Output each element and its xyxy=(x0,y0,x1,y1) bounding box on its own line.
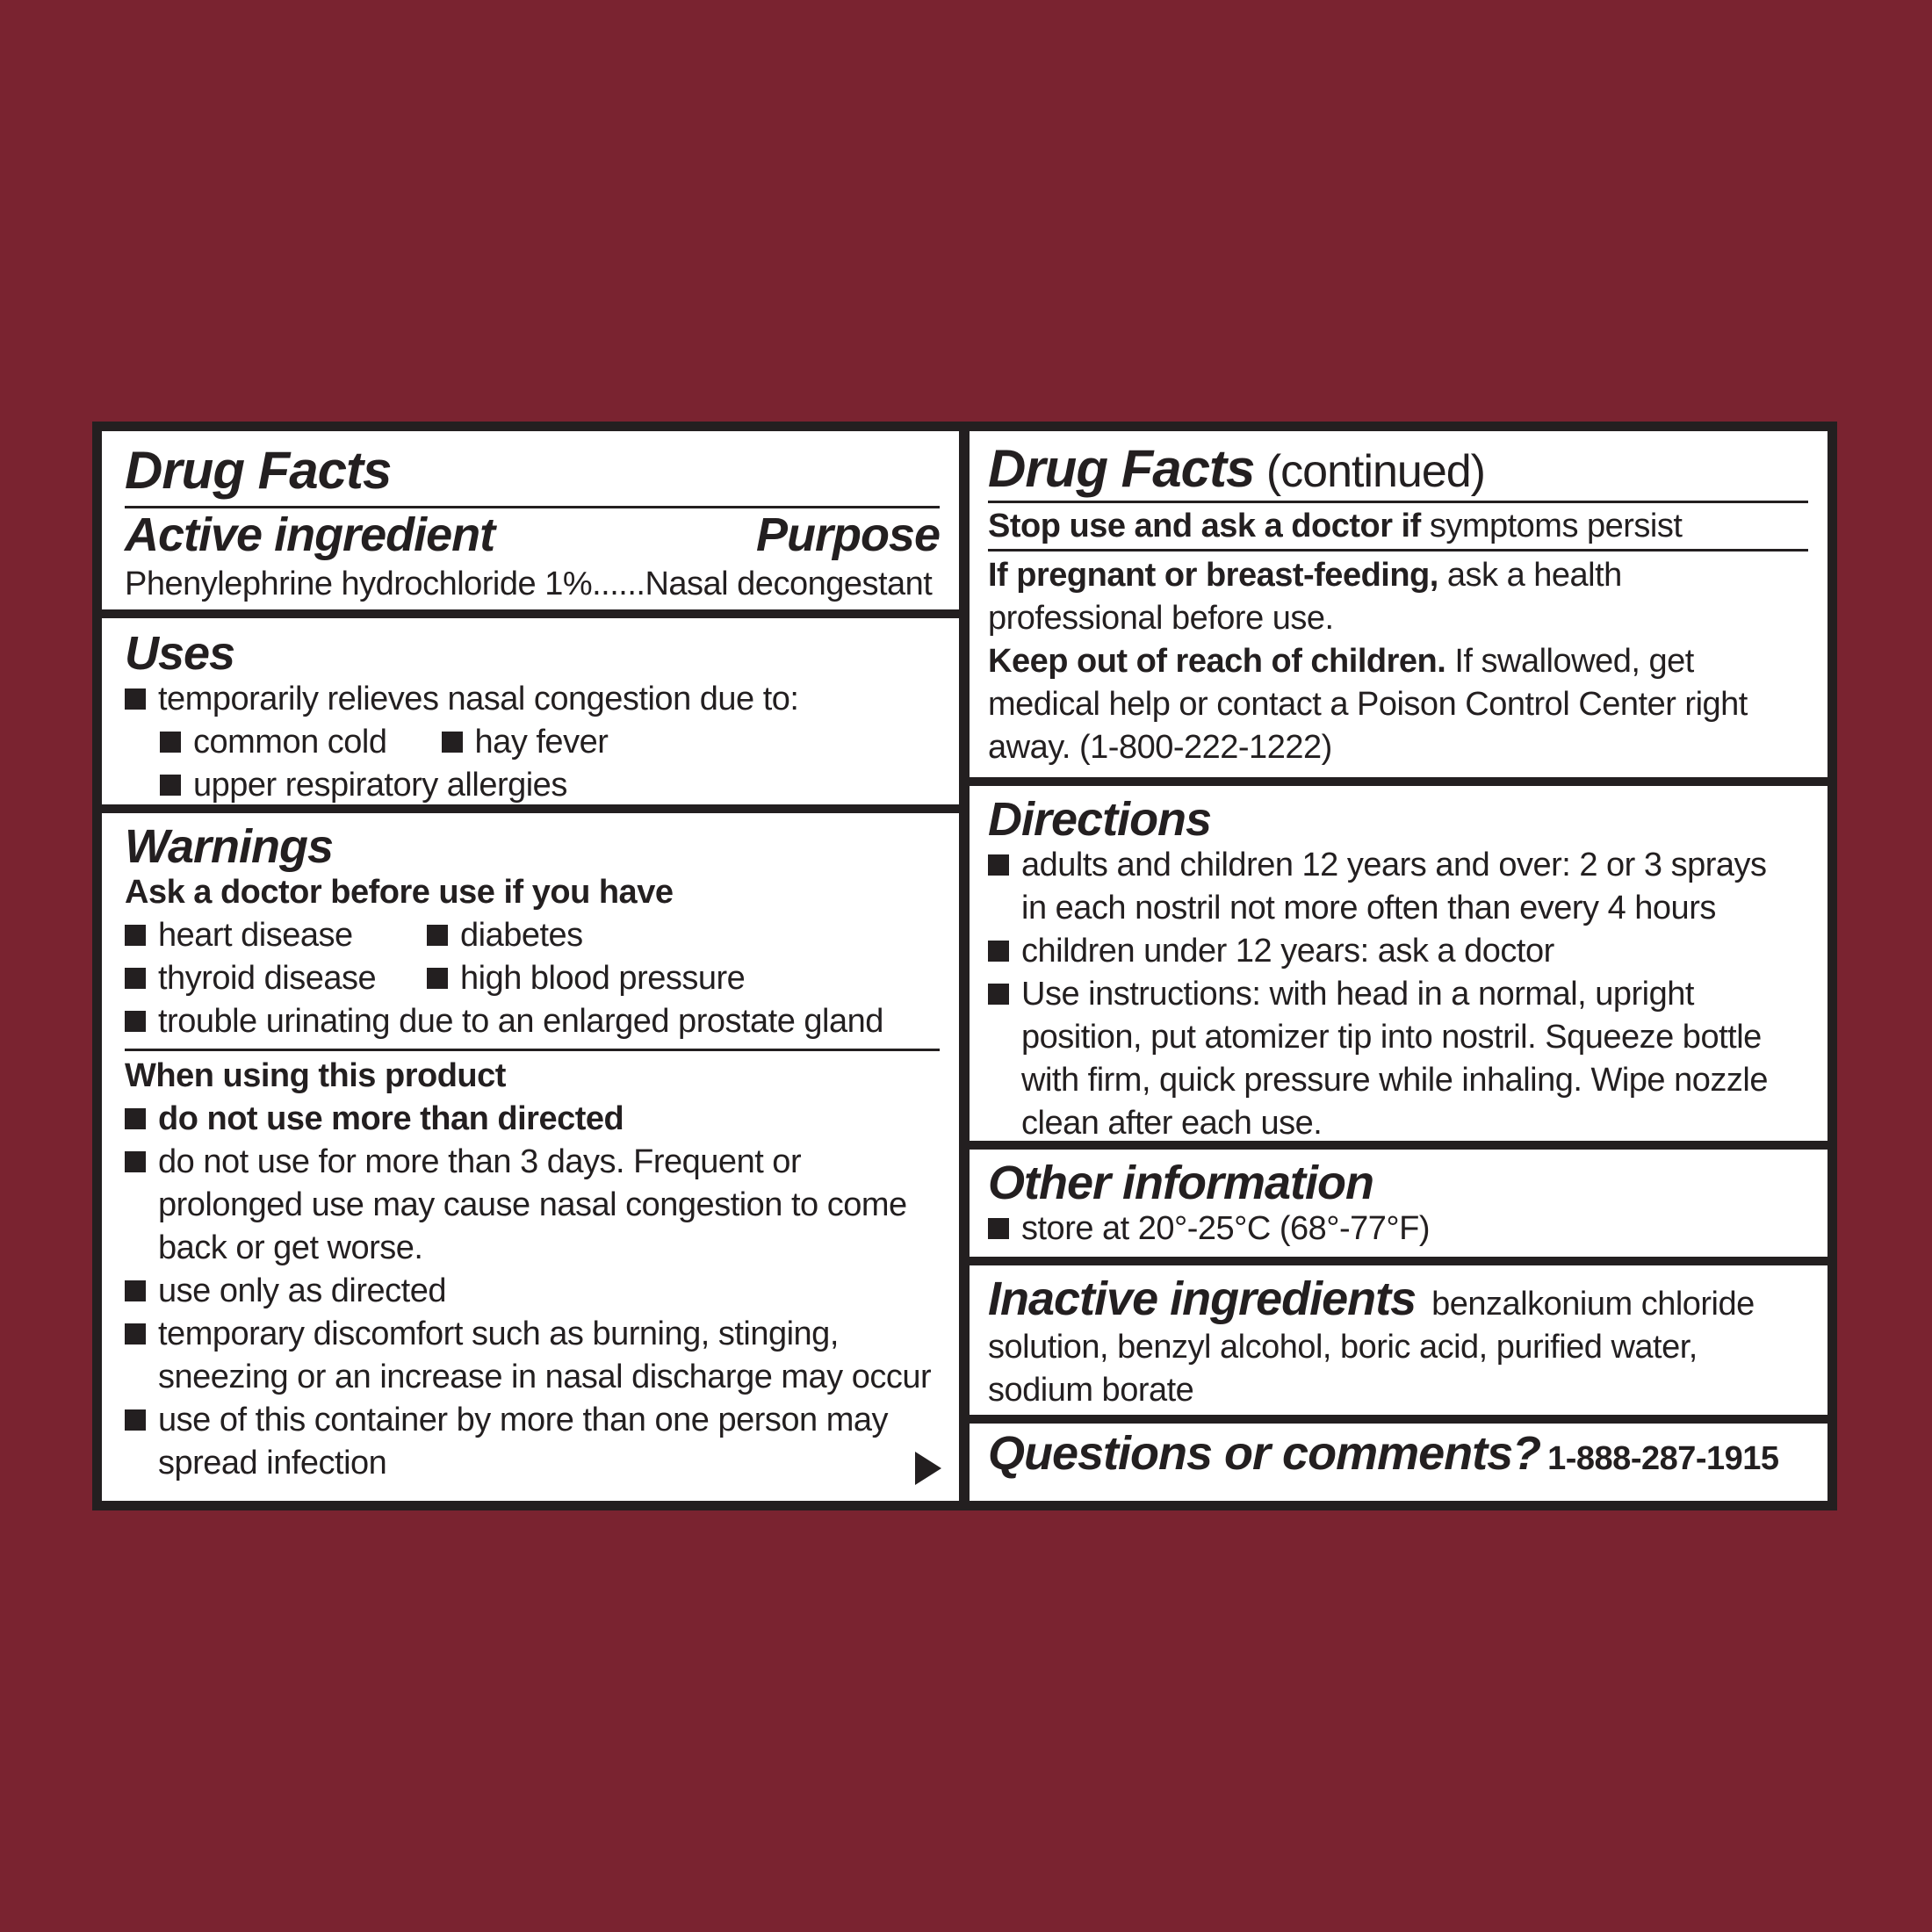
list-item-continued: back or get worse. xyxy=(158,1229,423,1266)
list-item-continued: spread infection xyxy=(158,1445,387,1481)
drug-facts-label xyxy=(92,422,1837,1510)
list-item-continued: position, put atomizer tip into nostril. Squeeze bottle xyxy=(1021,1019,1762,1056)
bullet-icon xyxy=(125,925,146,946)
bullet-icon xyxy=(125,1151,146,1172)
keep-out-line-continued: medical help or contact a Poison Control Center right xyxy=(988,686,1748,723)
inactive-ingredients-panel xyxy=(970,1265,1827,1415)
bullet-icon xyxy=(160,732,181,753)
pregnant-line-continued: professional before use. xyxy=(988,600,1334,637)
list-item-continued: with firm, quick pressure while inhaling. Wipe nozzle xyxy=(1021,1062,1768,1099)
divider xyxy=(125,1049,940,1051)
active-ingredient-heading: Active ingredient xyxy=(125,508,495,561)
left-column xyxy=(102,431,959,1501)
list-item-continued: sneezing or an increase in nasal discharge may occur xyxy=(158,1359,932,1395)
list-item: thyroid disease high blood pressure xyxy=(125,957,940,1000)
list-item: adults and children 12 years and over: 2 or 3 sprays xyxy=(988,844,1808,887)
bullet-icon xyxy=(442,732,463,753)
inactive-ingredients-continued: sodium borate xyxy=(988,1372,1194,1409)
bullet-icon xyxy=(125,1409,146,1431)
inactive-ingredients-heading: Inactive ingredients xyxy=(988,1272,1417,1325)
bullet-icon xyxy=(125,968,146,989)
list-item-continued: prolonged use may cause nasal congestion to come xyxy=(158,1186,907,1223)
list-item: common cold hay fever xyxy=(125,721,940,764)
ask-doctor-heading: Ask a doctor before use if you have xyxy=(125,874,674,911)
bullet-icon xyxy=(160,775,181,796)
questions-line xyxy=(988,1429,1808,1481)
warnings-panel xyxy=(102,813,959,1501)
pregnant-line: If pregnant or breast-feeding, ask a health xyxy=(988,557,1622,594)
bullet-icon xyxy=(125,688,146,710)
other-information-heading: Other information xyxy=(988,1157,1373,1209)
warnings-heading: Warnings xyxy=(125,820,334,873)
drug-facts-continued-title: Drug Facts (continued) xyxy=(988,439,1485,498)
inactive-ingredients-line: Inactive ingredients benzalkonium chloride xyxy=(988,1272,1755,1325)
bullet-icon xyxy=(988,1218,1009,1239)
keep-out-line: Keep out of reach of children. If swallowed, get xyxy=(988,643,1694,680)
list-item: do not use more than directed xyxy=(125,1098,940,1141)
list-item: trouble urinating due to an enlarged prostate gland xyxy=(125,1000,940,1043)
bullet-icon xyxy=(125,1011,146,1032)
active-ingredient-panel xyxy=(102,431,959,609)
bullet-icon xyxy=(988,984,1009,1005)
bullet-icon xyxy=(427,968,448,989)
list-item: heart disease diabetes xyxy=(125,914,940,957)
list-item: temporarily relieves nasal congestion due to: xyxy=(125,678,940,721)
list-item: temporary discomfort such as burning, stinging, xyxy=(125,1313,940,1356)
list-item: upper respiratory allergies xyxy=(125,764,940,807)
bullet-icon xyxy=(125,1323,146,1344)
bullet-icon xyxy=(427,925,448,946)
directions-panel xyxy=(970,786,1827,1141)
uses-heading: Uses xyxy=(125,627,235,680)
purpose-heading: Purpose xyxy=(755,508,940,561)
directions-heading: Directions xyxy=(988,793,1212,846)
list-item: store at 20°-25°C (68°-77°F) xyxy=(988,1208,1808,1251)
keep-out-line-continued: away. (1-800-222-1222) xyxy=(988,729,1332,766)
list-item: use of this container by more than one person may xyxy=(125,1399,940,1442)
inactive-ingredients-continued: solution, benzyl alcohol, boric acid, purified water, xyxy=(988,1329,1698,1366)
stop-use-line: Stop use and ask a doctor if symptoms persist xyxy=(988,508,1683,544)
divider xyxy=(988,549,1808,551)
active-header-row xyxy=(125,508,940,561)
list-item: use only as directed xyxy=(125,1270,940,1313)
phone-number: 1-888-287-1915 xyxy=(1547,1440,1779,1477)
bullet-icon xyxy=(988,854,1009,876)
bullet-icon xyxy=(988,941,1009,962)
continue-arrow-icon xyxy=(915,1452,941,1485)
questions-panel xyxy=(970,1424,1827,1501)
active-ingredient-line: Phenylephrine hydrochloride 1%......Nasal decongestant xyxy=(125,566,933,602)
list-item: do not use for more than 3 days. Frequent or xyxy=(125,1141,940,1184)
list-item-continued: clean after each use. xyxy=(1021,1105,1323,1142)
list-item: Use instructions: with head in a normal, upright xyxy=(988,973,1808,1016)
uses-panel xyxy=(102,618,959,804)
list-item-continued: in each nostril not more often than every 4 hours xyxy=(1021,890,1716,926)
stop-use-panel xyxy=(970,431,1827,777)
list-item: children under 12 years: ask a doctor xyxy=(988,930,1808,973)
drug-facts-title: Drug Facts xyxy=(125,441,392,500)
right-column xyxy=(970,431,1827,1501)
bullet-icon xyxy=(125,1280,146,1301)
bullet-icon xyxy=(125,1108,146,1129)
questions-heading: Questions or comments? xyxy=(988,1427,1541,1480)
when-using-heading: When using this product xyxy=(125,1057,506,1094)
other-information-panel xyxy=(970,1150,1827,1257)
